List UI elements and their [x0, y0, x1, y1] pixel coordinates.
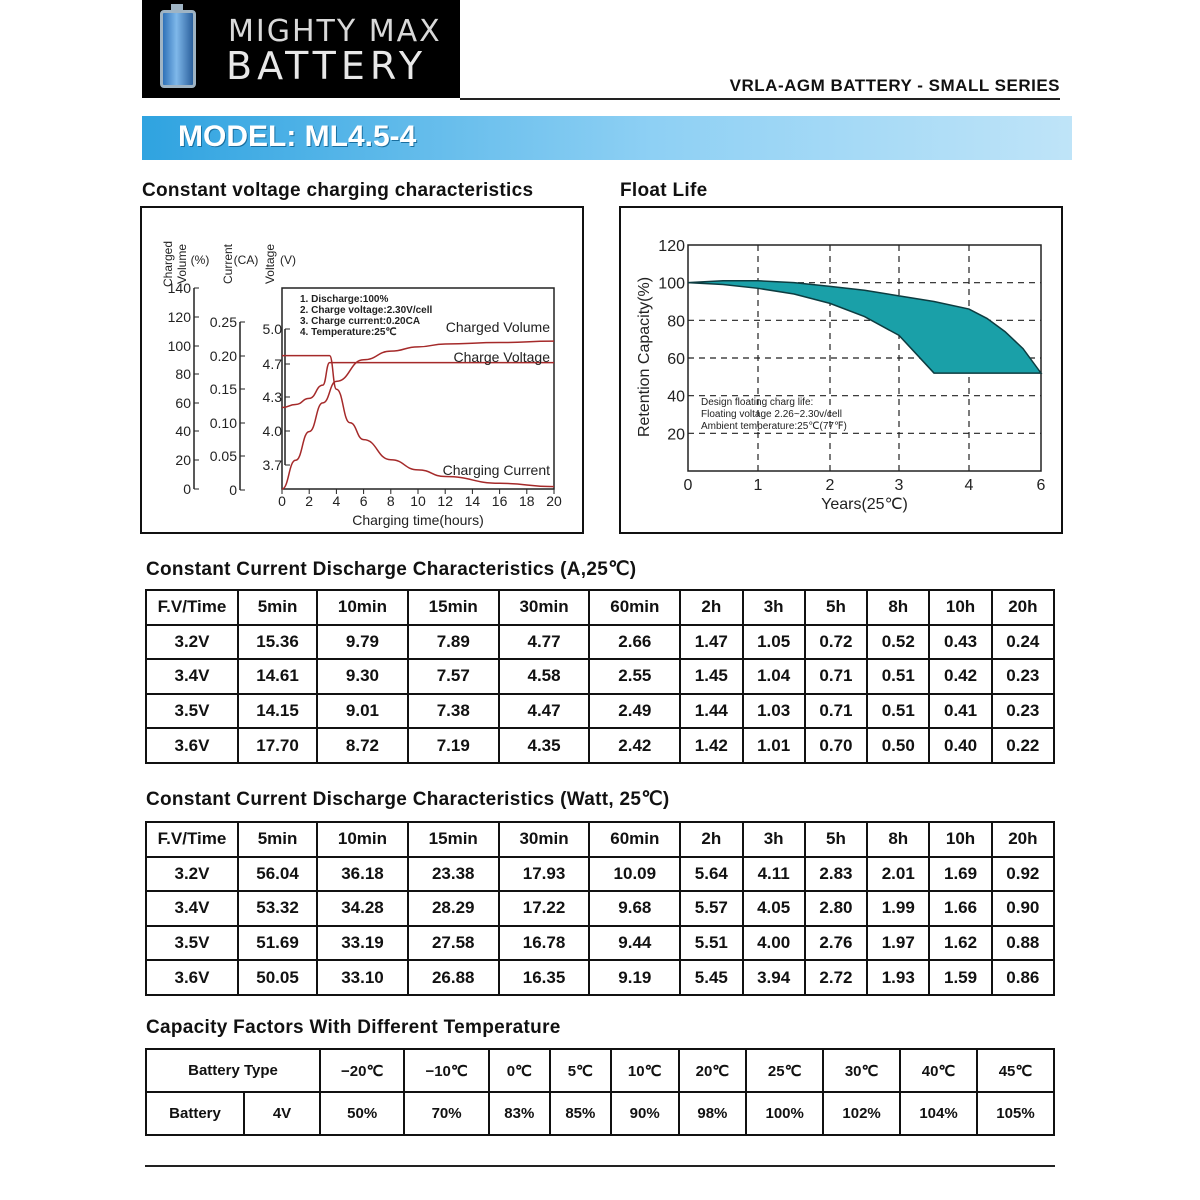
y-tick-label: 60 — [667, 351, 685, 368]
header-cell: 15min — [408, 590, 499, 625]
value-cell: 4.05 — [743, 891, 805, 926]
value-cell: 26.88 — [408, 960, 499, 995]
table-t-title: Capacity Factors With Different Temperature — [146, 1017, 561, 1038]
battery-icon — [160, 10, 196, 88]
chart-note: 3. Charge current:0.20CA — [300, 316, 421, 327]
value-cell: 1.69 — [929, 857, 991, 892]
value-cell: 53.32 — [238, 891, 317, 926]
value-cell: 17.22 — [499, 891, 590, 926]
y-tick-label: 100 — [658, 275, 685, 293]
value-cell: 50.05 — [238, 960, 317, 995]
value-cell: 5.45 — [680, 960, 742, 995]
row-label-cell: 3.4V — [146, 891, 238, 926]
temperature-cell: 0℃ — [489, 1049, 550, 1092]
table-row — [146, 857, 1054, 892]
value-cell: 36.18 — [317, 857, 408, 892]
y-tick-label: 80 — [667, 313, 685, 331]
header-cell: 5h — [805, 590, 867, 625]
value-cell: 0.24 — [992, 625, 1054, 660]
x-tick-label: 18 — [519, 493, 535, 509]
row-label-cell: 3.5V — [146, 926, 238, 961]
charging-chart — [142, 208, 582, 532]
value-cell: 2.76 — [805, 926, 867, 961]
charging-chart-title: Constant voltage charging characteristics — [142, 180, 534, 201]
value-cell: 14.61 — [238, 659, 317, 694]
value-cell: 0.52 — [867, 625, 929, 660]
value-cell: 0.22 — [992, 728, 1054, 763]
value-cell: 23.38 — [408, 857, 499, 892]
value-cell: 16.78 — [499, 926, 590, 961]
header-cell: 8h — [867, 822, 929, 857]
capacity-factor-cell: 90% — [611, 1092, 679, 1135]
x-tick-label: 14 — [464, 493, 481, 509]
value-cell: 9.01 — [317, 694, 408, 729]
value-cell: 4.58 — [499, 659, 590, 694]
value-cell: 0.23 — [992, 694, 1054, 729]
y-tick-label-1: 0.15 — [209, 381, 237, 397]
y-tick-label-2: 4.3 — [262, 389, 282, 405]
y-tick-label-1: 0.25 — [209, 314, 237, 330]
y-tick-label-1: 0 — [229, 482, 237, 498]
y-tick-label-2: 4.0 — [262, 423, 282, 439]
header-cell: F.V/Time — [146, 590, 238, 625]
logo-text-line1: MIGHTY MAX — [228, 14, 442, 49]
y-axis-label-1: Current — [221, 243, 235, 285]
header-cell: 15min — [408, 822, 499, 857]
capacity-factor-cell: 50% — [320, 1092, 404, 1135]
temperature-cell: 25℃ — [746, 1049, 823, 1092]
capacity-factor-cell: 104% — [900, 1092, 977, 1135]
table-row — [146, 1092, 1054, 1135]
y-tick-label-0: 100 — [167, 338, 191, 354]
y-tick-label-0: 80 — [175, 366, 191, 382]
value-cell: 4.35 — [499, 728, 590, 763]
value-cell: 0.70 — [805, 728, 867, 763]
table-row — [146, 659, 1054, 694]
value-cell: 0.51 — [867, 659, 929, 694]
series-label: Charge Voltage — [453, 349, 550, 365]
value-cell: 2.49 — [589, 694, 680, 729]
brand-logo — [142, 0, 460, 98]
value-cell: 1.66 — [929, 891, 991, 926]
x-tick-label: 6 — [359, 493, 368, 509]
table-row — [146, 625, 1054, 660]
value-cell: 17.70 — [238, 728, 317, 763]
value-cell: 1.93 — [867, 960, 929, 995]
value-cell: 1.97 — [867, 926, 929, 961]
value-cell: 7.19 — [408, 728, 499, 763]
value-cell: 5.57 — [680, 891, 742, 926]
x-tick-label: 0 — [683, 477, 693, 494]
value-cell: 1.45 — [680, 659, 742, 694]
series-label: Charged Volume — [445, 319, 550, 335]
header-cell: 3h — [743, 822, 805, 857]
value-cell: 0.42 — [929, 659, 991, 694]
series-line-charge-voltage — [282, 363, 554, 408]
x-tick-label: 8 — [386, 493, 395, 509]
value-cell: 1.99 — [867, 891, 929, 926]
row-label-cell: 3.5V — [146, 694, 238, 729]
value-cell: 33.10 — [317, 960, 408, 995]
value-cell: 2.42 — [589, 728, 680, 763]
value-cell: 9.44 — [589, 926, 680, 961]
value-cell: 34.28 — [317, 891, 408, 926]
value-cell: 7.57 — [408, 659, 499, 694]
temperature-cell: 5℃ — [550, 1049, 611, 1092]
capacity-factor-cell: 100% — [746, 1092, 823, 1135]
table-header-row — [146, 1049, 1054, 1092]
chart-note: Floating voltage 2.26~2.30v/cell — [701, 409, 842, 420]
series-label: VRLA-AGM BATTERY - SMALL SERIES — [729, 76, 1060, 95]
y-axis-label-0: (%) — [190, 253, 210, 267]
x-axis-label: Charging time(hours) — [352, 512, 484, 528]
value-cell: 2.72 — [805, 960, 867, 995]
value-cell: 0.86 — [992, 960, 1054, 995]
float-life-title: Float Life — [620, 180, 708, 201]
footer-divider — [145, 1165, 1055, 1167]
value-cell: 1.59 — [929, 960, 991, 995]
value-cell: 51.69 — [238, 926, 317, 961]
header-cell: 5min — [238, 822, 317, 857]
header-cell: 60min — [589, 590, 680, 625]
discharge-amp-table — [145, 589, 1055, 764]
y-tick-label-0: 0 — [183, 481, 191, 497]
table-row — [146, 694, 1054, 729]
value-cell: 0.71 — [805, 659, 867, 694]
value-cell: 0.51 — [867, 694, 929, 729]
logo-text-line2: BATTERY — [226, 44, 428, 88]
table-row — [146, 926, 1054, 961]
value-cell: 27.58 — [408, 926, 499, 961]
value-cell: 9.79 — [317, 625, 408, 660]
model-banner — [142, 116, 1072, 160]
chart-note: 4. Temperature:25℃ — [300, 327, 397, 338]
value-cell: 10.09 — [589, 857, 680, 892]
x-tick-label: 2 — [825, 477, 835, 494]
header-cell: 5h — [805, 822, 867, 857]
value-cell: 9.19 — [589, 960, 680, 995]
header-cell: 60min — [589, 822, 680, 857]
row-label-cell: Battery — [146, 1092, 244, 1135]
table-row — [146, 891, 1054, 926]
y-axis-label-0: Charged — [161, 240, 175, 288]
float-life-band — [688, 281, 1041, 373]
value-cell: 2.80 — [805, 891, 867, 926]
value-cell: 1.05 — [743, 625, 805, 660]
x-tick-label: 6 — [1036, 477, 1046, 494]
value-cell: 8.72 — [317, 728, 408, 763]
value-cell: 0.41 — [929, 694, 991, 729]
header-cell: 8h — [867, 590, 929, 625]
row-label-cell: 3.6V — [146, 960, 238, 995]
chart-note: 2. Charge voltage:2.30V/cell — [300, 305, 433, 316]
value-cell: 3.94 — [743, 960, 805, 995]
table-w-title: Constant Current Discharge Characteristics (Watt, 25℃) — [146, 789, 670, 810]
row-label-cell: 3.2V — [146, 857, 238, 892]
table-header-row — [146, 590, 1054, 625]
x-tick-label: 12 — [437, 493, 453, 509]
table-header-row — [146, 822, 1054, 857]
capacity-factor-cell: 70% — [404, 1092, 488, 1135]
header-divider — [460, 98, 1060, 100]
row-label-cell: 3.2V — [146, 625, 238, 660]
x-axis-label: Years(25℃) — [821, 496, 908, 513]
table-row — [146, 728, 1054, 763]
y-tick-label-0: 60 — [175, 395, 191, 411]
header-cell: 10min — [317, 590, 408, 625]
value-cell: 0.43 — [929, 625, 991, 660]
value-cell: 0.40 — [929, 728, 991, 763]
x-tick-label: 0 — [278, 493, 286, 509]
value-cell: 9.30 — [317, 659, 408, 694]
value-cell: 2.83 — [805, 857, 867, 892]
y-tick-label-0: 120 — [167, 309, 191, 325]
capacity-factor-cell: 102% — [823, 1092, 900, 1135]
value-cell: 9.68 — [589, 891, 680, 926]
capacity-factor-cell: 98% — [679, 1092, 747, 1135]
y-tick-label-0: 40 — [175, 423, 191, 439]
value-cell: 4.47 — [499, 694, 590, 729]
temperature-factor-table — [145, 1048, 1055, 1136]
table-a-title: Constant Current Discharge Characteristics (A,25℃) — [146, 559, 637, 580]
value-cell: 17.93 — [499, 857, 590, 892]
y-tick-label-2: 4.7 — [262, 356, 282, 372]
value-cell: 7.38 — [408, 694, 499, 729]
value-cell: 1.47 — [680, 625, 742, 660]
value-cell: 28.29 — [408, 891, 499, 926]
x-tick-label: 4 — [964, 477, 974, 494]
value-cell: 1.03 — [743, 694, 805, 729]
table-row — [146, 960, 1054, 995]
charging-chart-frame — [140, 206, 584, 534]
value-cell: 15.36 — [238, 625, 317, 660]
discharge-watt-table — [145, 821, 1055, 996]
value-cell: 0.92 — [992, 857, 1054, 892]
y-tick-label-1: 0.05 — [209, 448, 237, 464]
type-label-cell: Battery Type — [146, 1049, 320, 1092]
model-title: MODEL: ML4.5-4 — [178, 120, 417, 153]
x-tick-label: 4 — [332, 493, 341, 509]
value-cell: 4.77 — [499, 625, 590, 660]
temperature-cell: −20℃ — [320, 1049, 404, 1092]
float-life-chart-frame — [619, 206, 1063, 534]
value-cell: 1.04 — [743, 659, 805, 694]
y-axis-label-2: (V) — [280, 253, 296, 267]
value-cell: 2.66 — [589, 625, 680, 660]
chart-note: Ambient temperature:25℃(77℉) — [701, 421, 847, 432]
value-cell: 4.00 — [743, 926, 805, 961]
float-life-chart — [621, 208, 1061, 532]
value-cell: 7.89 — [408, 625, 499, 660]
value-cell: 56.04 — [238, 857, 317, 892]
x-tick-label: 3 — [894, 477, 904, 494]
value-cell: 16.35 — [499, 960, 590, 995]
row-label-cell: 3.6V — [146, 728, 238, 763]
y-axis-label-0: Volume — [175, 243, 189, 285]
header-cell: 2h — [680, 590, 742, 625]
y-axis-label-1: (CA) — [233, 253, 259, 267]
value-cell: 0.50 — [867, 728, 929, 763]
y-tick-label: 120 — [658, 238, 685, 255]
header-cell: 2h — [680, 822, 742, 857]
y-tick-label-1: 0.10 — [209, 415, 237, 431]
value-cell: 5.51 — [680, 926, 742, 961]
header-cell: 20h — [992, 590, 1054, 625]
value-cell: 33.19 — [317, 926, 408, 961]
value-cell: 4.11 — [743, 857, 805, 892]
value-cell: 0.72 — [805, 625, 867, 660]
series-label: Charging Current — [442, 462, 550, 478]
temperature-cell: 40℃ — [900, 1049, 977, 1092]
value-cell: 2.55 — [589, 659, 680, 694]
x-tick-label: 2 — [305, 493, 314, 509]
header-cell: 3h — [743, 590, 805, 625]
value-cell: 0.88 — [992, 926, 1054, 961]
x-tick-label: 10 — [410, 493, 426, 509]
value-cell: 1.62 — [929, 926, 991, 961]
temperature-cell: 30℃ — [823, 1049, 900, 1092]
header-cell: 10h — [929, 590, 991, 625]
value-cell: 1.42 — [680, 728, 742, 763]
y-tick-label-0: 20 — [175, 452, 191, 468]
y-tick-label-2: 3.7 — [262, 457, 282, 473]
value-cell: 2.01 — [867, 857, 929, 892]
temperature-cell: 45℃ — [977, 1049, 1054, 1092]
y-tick-label-0: 140 — [167, 280, 191, 296]
header-cell: 5min — [238, 590, 317, 625]
chart-note: Design floating charg life: — [701, 397, 814, 408]
value-cell: 14.15 — [238, 694, 317, 729]
capacity-factor-cell: 85% — [550, 1092, 611, 1135]
value-cell: 1.44 — [680, 694, 742, 729]
temperature-cell: 10℃ — [611, 1049, 679, 1092]
capacity-factor-cell: 83% — [489, 1092, 550, 1135]
y-tick-label-1: 0.20 — [209, 348, 237, 364]
value-cell: 0.23 — [992, 659, 1054, 694]
chart-note: 1. Discharge:100% — [300, 294, 389, 305]
value-cell: 1.01 — [743, 728, 805, 763]
header-cell: 30min — [499, 590, 590, 625]
y-tick-label: 40 — [667, 388, 685, 406]
header-cell: 30min — [499, 822, 590, 857]
value-cell: 5.64 — [680, 857, 742, 892]
y-axis-label: Retention Capacity(%) — [636, 276, 653, 438]
capacity-factor-cell: 105% — [977, 1092, 1054, 1135]
x-tick-label: 16 — [491, 493, 508, 509]
temperature-cell: −10℃ — [404, 1049, 488, 1092]
value-cell: 0.71 — [805, 694, 867, 729]
header-cell: 20h — [992, 822, 1054, 857]
header-cell: 10h — [929, 822, 991, 857]
x-tick-label: 1 — [753, 477, 763, 494]
battery-type-cell: 4V — [244, 1092, 320, 1135]
temperature-cell: 20℃ — [679, 1049, 747, 1092]
header-cell: F.V/Time — [146, 822, 238, 857]
row-label-cell: 3.4V — [146, 659, 238, 694]
header-cell: 10min — [317, 822, 408, 857]
y-tick-label-2: 5.0 — [262, 321, 282, 337]
value-cell: 0.90 — [992, 891, 1054, 926]
y-axis-label-2: Voltage — [263, 243, 277, 285]
x-tick-label: 20 — [546, 493, 562, 509]
y-tick-label: 20 — [667, 426, 685, 444]
